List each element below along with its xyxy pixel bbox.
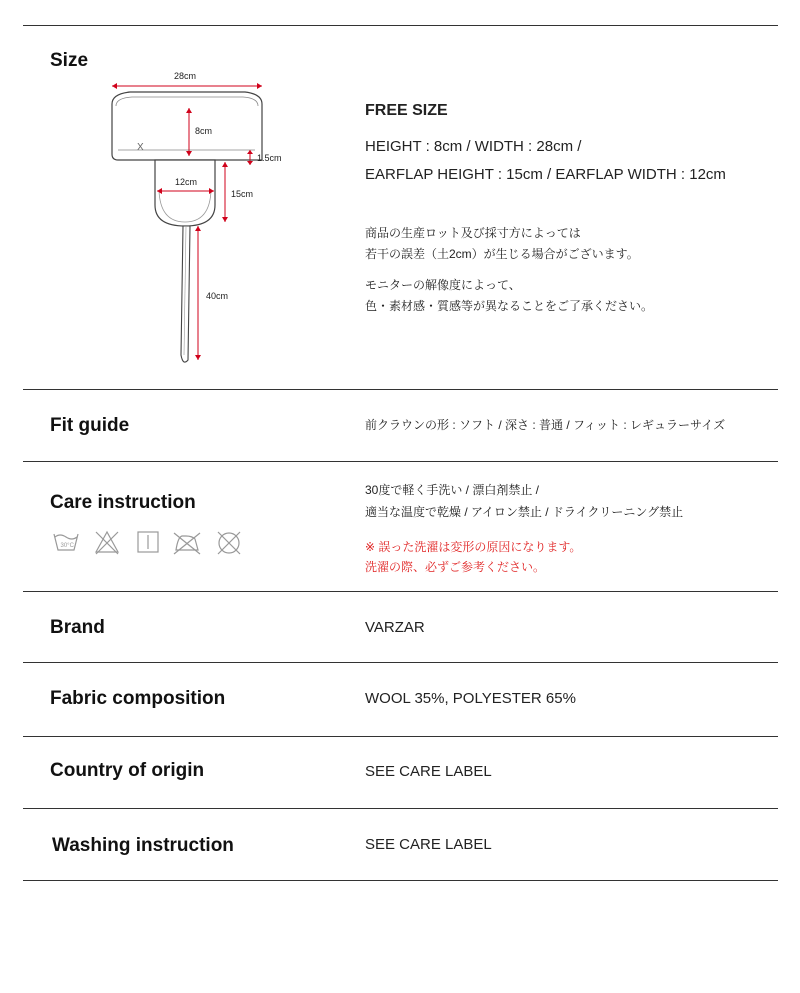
- strap-arrowhead-top: [195, 226, 201, 231]
- size-note1-line1: 商品の生産ロット及び採寸方によっては: [365, 226, 581, 240]
- fabric-composition-value: WOOL 35%, POLYESTER 65%: [365, 690, 576, 707]
- brand-value: VARZAR: [365, 619, 425, 636]
- brand-label: Brand: [50, 617, 105, 638]
- country-of-origin-label: Country of origin: [50, 760, 205, 781]
- dry-icon: [138, 532, 158, 552]
- care-warning-line2: 洗濯の際、必ずご参考ください。: [365, 560, 546, 574]
- divider-bottom: [23, 880, 778, 881]
- no-dry-clean-icon: [218, 532, 240, 554]
- size-dims-line2: EARFLAP HEIGHT : 15cm / EARFLAP WIDTH : 12cm: [365, 166, 726, 183]
- divider-brand: [23, 662, 778, 663]
- fabric-composition-label: Fabric composition: [50, 688, 226, 709]
- height-dimension: 8cm: [195, 126, 213, 136]
- divider-care: [23, 591, 778, 592]
- svg-text:30°C: 30°C: [60, 543, 74, 549]
- washing-instruction-label: Washing instruction: [52, 835, 234, 856]
- care-line2: 適当な温度で乾燥 / アイロン禁止 / ドライクリーニング禁止: [365, 505, 684, 519]
- brim-dimension: 1.5cm: [257, 153, 282, 163]
- width-dimension: 28cm: [174, 71, 197, 81]
- strap-arrowhead-bottom: [195, 355, 201, 360]
- divider-size: [23, 389, 778, 390]
- earflap-shape: [155, 160, 215, 226]
- size-note2-line2: 色・素材感・質感等が異なることをご了承ください。: [365, 299, 654, 313]
- width-arrowhead-right: [257, 83, 262, 89]
- no-bleach-icon: [96, 532, 118, 554]
- size-dims-line1: HEIGHT : 8cm / WIDTH : 28cm /: [365, 138, 582, 155]
- size-label: Size: [50, 50, 89, 71]
- earflap-width-dimension: 12cm: [175, 177, 198, 187]
- size-note2-line1: モニターの解像度によって、: [365, 278, 521, 292]
- hat-logo-mark: X: [137, 142, 144, 153]
- strap-dimension: 40cm: [206, 291, 229, 301]
- divider-fit: [23, 461, 778, 462]
- care-line1: 30度で軽く手洗い / 漂白剤禁止 /: [365, 483, 540, 497]
- washing-instruction-value: SEE CARE LABEL: [365, 836, 492, 853]
- hat-size-diagram: [100, 60, 300, 370]
- divider-fabric: [23, 736, 778, 737]
- hand-wash-30-icon: [54, 534, 78, 550]
- care-symbols: [52, 528, 272, 558]
- earflap-height-arrowhead-bottom: [222, 217, 228, 222]
- divider-origin: [23, 808, 778, 809]
- no-iron-icon: [174, 533, 200, 554]
- care-warning-line1: ※ 誤った洗濯は変形の原因になります。: [365, 540, 582, 554]
- earflap-height-dimension: 15cm: [231, 189, 254, 199]
- country-of-origin-value: SEE CARE LABEL: [365, 763, 492, 780]
- width-arrowhead-left: [112, 83, 117, 89]
- fit-guide-label: Fit guide: [50, 415, 130, 436]
- earflap-height-arrowhead-top: [222, 162, 228, 167]
- size-note1-line2: 若干の誤差（土2cm）が生じる場合がございます。: [365, 247, 639, 261]
- brim-arrowhead-bottom: [247, 161, 253, 165]
- divider-top: [23, 25, 778, 26]
- care-instruction-label: Care instruction: [50, 492, 196, 513]
- fit-guide-value: 前クラウンの形 : ソフト / 深さ : 普通 / フィット : レギュラーサイズ: [365, 418, 726, 432]
- free-size-title: FREE SIZE: [365, 102, 448, 119]
